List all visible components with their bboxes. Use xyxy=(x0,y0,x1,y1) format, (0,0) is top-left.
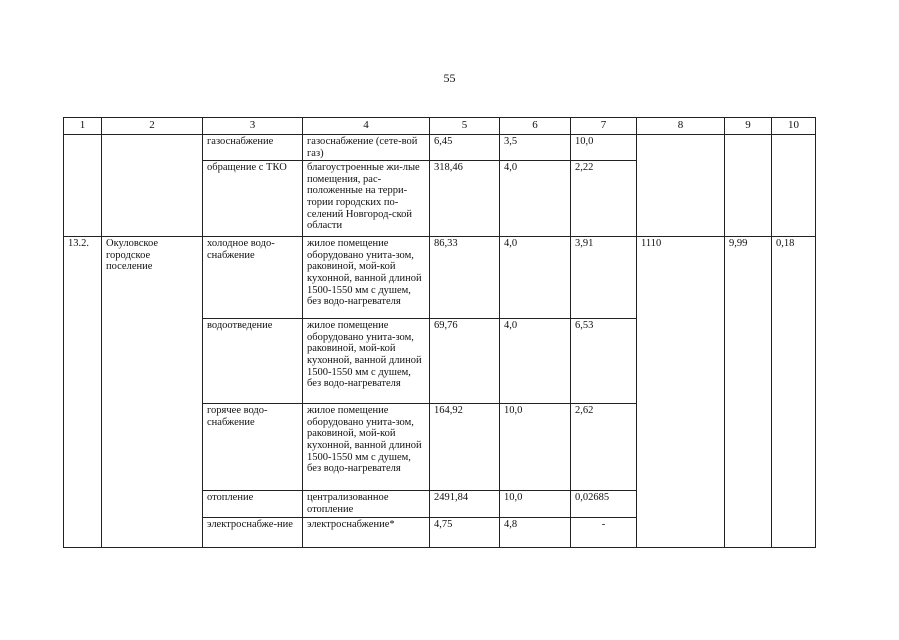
description-cell: жилое помещение оборудовано унита-зом, раковиной, мой-кой кухонной, ванной длиной 1500-1550 мм с душем, без водо-нагревателя xyxy=(303,319,430,404)
service-cell: электроснабже-ние xyxy=(203,518,303,548)
value-cell: - xyxy=(571,518,637,548)
service-cell: газоснабжение xyxy=(203,135,303,161)
header-cell: 1 xyxy=(64,118,102,135)
tariff-table xyxy=(63,117,816,548)
header-cell: 7 xyxy=(571,118,637,135)
header-cell: 4 xyxy=(303,118,430,135)
value-cell: 6,53 xyxy=(571,319,637,404)
empty-cell-8 xyxy=(637,135,725,237)
row-number: 13.2. xyxy=(64,237,102,548)
value-cell: 2,22 xyxy=(571,161,637,237)
value-cell: 10,0 xyxy=(500,404,571,491)
description-cell: газоснабжение (сете-вой газ) xyxy=(303,135,430,161)
value-cell: 86,33 xyxy=(430,237,500,319)
value-cell: 4,0 xyxy=(500,237,571,319)
header-cell: 5 xyxy=(430,118,500,135)
value-cell-9: 9,99 xyxy=(725,237,772,548)
service-cell: водоотведение xyxy=(203,319,303,404)
empty-number-cell xyxy=(64,135,102,237)
description-cell: жилое помещение оборудовано унита-зом, раковиной, мой-кой кухонной, ванной длиной 1500-1550 мм с душем, без водо-нагревателя xyxy=(303,404,430,491)
value-cell: 4,8 xyxy=(500,518,571,548)
description-cell: благоустроенные жи-лые помещения, рас-положенные на терри-тории городских по-селений Новгород-ской области xyxy=(303,161,430,237)
value-cell: 318,46 xyxy=(430,161,500,237)
service-cell: обращение с ТКО xyxy=(203,161,303,237)
empty-cell-10 xyxy=(772,135,816,237)
table-row xyxy=(64,135,816,161)
page-number: 55 xyxy=(443,71,456,85)
value-cell: 10,0 xyxy=(571,135,637,161)
value-cell-8: 1110 xyxy=(637,237,725,548)
service-cell: отопление xyxy=(203,491,303,518)
value-cell: 3,91 xyxy=(571,237,637,319)
header-cell: 8 xyxy=(637,118,725,135)
value-cell: 2491,84 xyxy=(430,491,500,518)
description-cell: жилое помещение оборудовано унита-зом, раковиной, мой-кой кухонной, ванной длиной 1500-1550 мм с душем, без водо-нагревателя xyxy=(303,237,430,319)
value-cell: 2,62 xyxy=(571,404,637,491)
header-cell: 2 xyxy=(102,118,203,135)
value-cell: 0,02685 xyxy=(571,491,637,518)
value-cell: 4,0 xyxy=(500,319,571,404)
service-cell: горячее водо-снабжение xyxy=(203,404,303,491)
header-row xyxy=(64,118,816,135)
value-cell: 10,0 xyxy=(500,491,571,518)
header-cell: 10 xyxy=(772,118,816,135)
value-cell: 4,75 xyxy=(430,518,500,548)
value-cell: 3,5 xyxy=(500,135,571,161)
value-cell: 4,0 xyxy=(500,161,571,237)
settlement-name: Окуловское городское поселение xyxy=(102,237,203,548)
empty-settlement-cell xyxy=(102,135,203,237)
description-cell: централизованное отопление xyxy=(303,491,430,518)
service-cell: холодное водо-снабжение xyxy=(203,237,303,319)
empty-cell-9 xyxy=(725,135,772,237)
header-cell: 6 xyxy=(500,118,571,135)
value-cell: 6,45 xyxy=(430,135,500,161)
description-cell: электроснабжение* xyxy=(303,518,430,548)
header-cell: 9 xyxy=(725,118,772,135)
value-cell: 164,92 xyxy=(430,404,500,491)
header-cell: 3 xyxy=(203,118,303,135)
value-cell-10: 0,18 xyxy=(772,237,816,548)
table-row xyxy=(64,237,816,319)
value-cell: 69,76 xyxy=(430,319,500,404)
